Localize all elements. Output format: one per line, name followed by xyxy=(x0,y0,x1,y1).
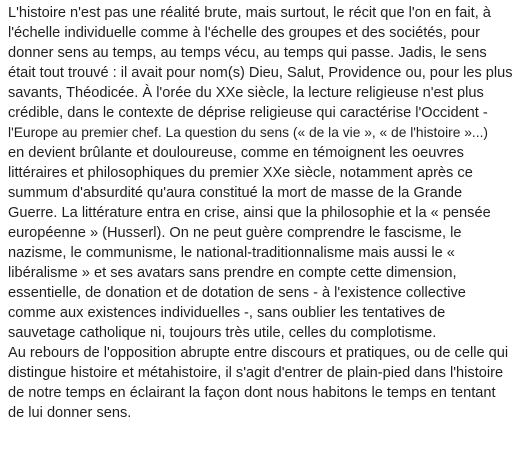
text-line: donner sens au temps, au temps vécu, au temps qui passe. Jadis, le sens xyxy=(8,45,487,61)
text-line: savants, Théodicée. À l'orée du XXe siècle, la lecture religieuse n'est plus xyxy=(8,85,484,101)
text-line: de lui donner sens. xyxy=(8,405,132,421)
text-line: Au rebours de l'opposition abrupte entre discours et pratiques, ou de celle qui xyxy=(8,345,509,361)
text-line: européenne » (Husserl). On ne peut guère comprendre le fascisme, le xyxy=(8,225,462,241)
text-line: était tout trouvé : il avait pour nom(s) Dieu, Salut, Providence ou, pour les plus xyxy=(8,65,513,81)
text-line: littéraires et philosophiques du premier XXe siècle, notamment après ce xyxy=(8,165,473,181)
text-line: summum d'absurdité qu'aura constitué la mort de masse de la Grande xyxy=(8,185,463,201)
text-line: crédible, dans le contexte de déprise religieuse qui caractérise l'Occident - xyxy=(8,105,488,121)
paragraph-1 xyxy=(8,3,514,343)
paragraph-2 xyxy=(8,343,514,423)
text-line: distingue histoire et métahistoire, il s'agit d'entrer de plain-pied dans l'histoire xyxy=(8,365,504,381)
document-body xyxy=(8,3,514,423)
text-line: l'Europe au premier chef. La question du sens (« de la vie », « de l'histoire »...) xyxy=(8,125,489,140)
text-line: essentielle, de donation et de dotation de sens - à l'existence collective xyxy=(8,285,466,301)
text-line: Guerre. La littérature entra en crise, ainsi que la philosophie et la « pensée xyxy=(8,205,491,221)
text-line: l'échelle individuelle comme à l'échelle des groupes et des sociétés, pour xyxy=(8,25,481,41)
text-line: L'histoire n'est pas une réalité brute, mais surtout, le récit que l'on en fait, à xyxy=(8,5,491,21)
text-line: de notre temps en éclairant la façon dont nous habitons le temps en tentant xyxy=(8,385,496,401)
text-line: en devient brûlante et douloureuse, comme en témoignent les oeuvres xyxy=(8,145,464,161)
text-line: comme aux existences individuelles -, sans oublier les tentatives de xyxy=(8,305,446,321)
text-line: nazisme, le communisme, le national-traditionnalisme mais aussi le « xyxy=(8,245,455,261)
text-line: libéralisme » et ses avatars sans prendre en compte cette dimension, xyxy=(8,265,457,281)
text-line: sauvetage catholique ni, toujours très utile, celles du complotisme. xyxy=(8,325,437,341)
